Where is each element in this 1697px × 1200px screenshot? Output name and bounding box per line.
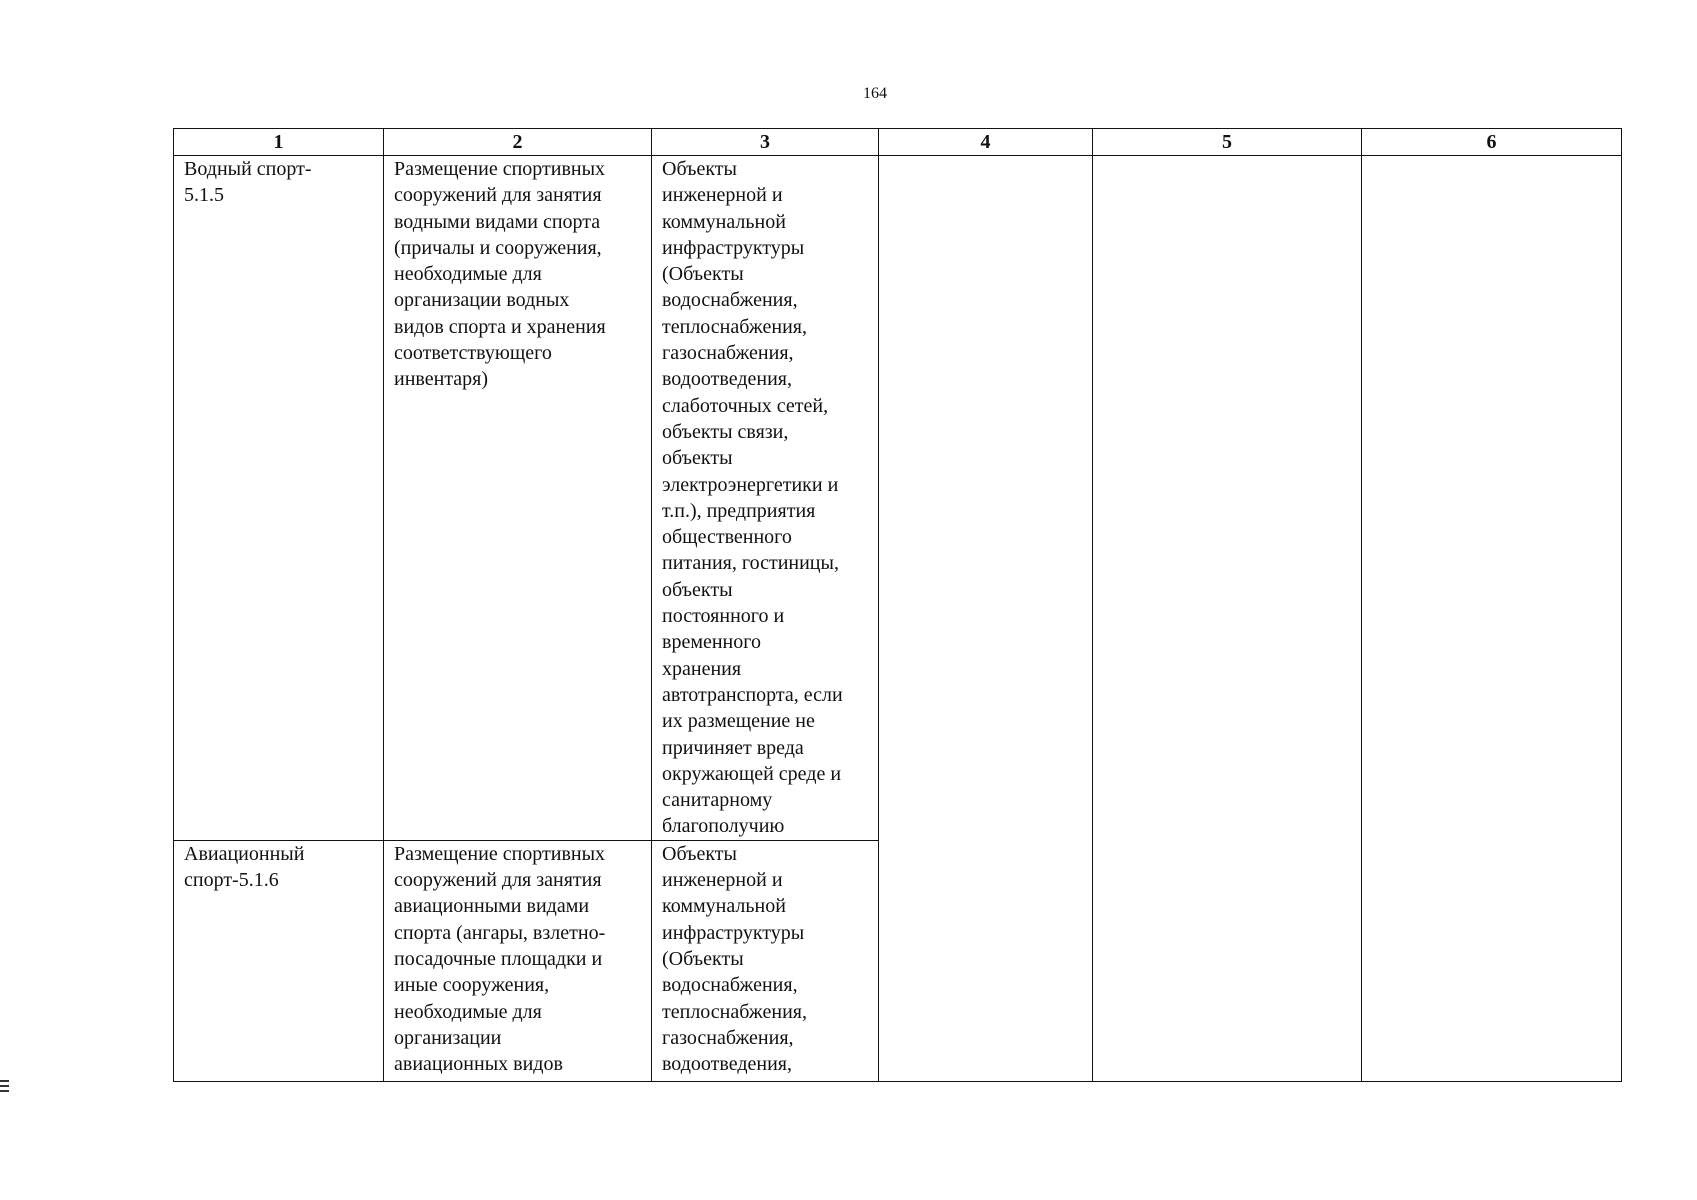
cell-text: Размещение спортивных сооружений для занятия авиационными видами спорта (ангары, взлетно- посадочные площадки и иные сооружения, необходимые для организации авиационных видов xyxy=(394,842,606,1076)
page-number: 164 xyxy=(863,85,887,102)
column-header-4: 4 xyxy=(879,129,1093,156)
column-header-2: 2 xyxy=(384,129,652,156)
cell-text: Размещение спортивных сооружений для занятия водными видами спорта (причалы и сооружения, необходимые для организации водных видов спорта и хранения соответствующего инвентаря) xyxy=(394,158,606,391)
cell-text: Объекты инженерной и коммунальной инфраструктуры (Объекты водоснабжения, теплоснабжения, газоснабжения, водоотведения, слаботочных сетей, объекты связи, объекты электроэнергетики и т.п.), предприятия общественного питания, гостиницы, объекты постоянного и временного хранения автотранспорта, если их размещение не причиняет вреда окружающей среде и санитарному благополучию xyxy=(662,158,843,838)
cell-land-use-name xyxy=(174,156,384,841)
cell-text: Объекты инженерной и коммунальной инфраструктуры (Объекты водоснабжения, теплоснабжения, газоснабжения, водоотведения, xyxy=(662,842,807,1076)
cell-auxiliary-uses xyxy=(652,840,879,1081)
column-header-1: 1 xyxy=(174,129,384,156)
column-header-6: 6 xyxy=(1362,129,1622,156)
cell-col4-empty xyxy=(879,156,1093,1082)
cell-col5-empty xyxy=(1093,156,1362,1082)
table-header-row xyxy=(174,129,1622,156)
cell-text: Авиационный спорт-5.1.6 xyxy=(184,842,305,892)
cell-description xyxy=(384,840,652,1081)
cell-auxiliary-uses xyxy=(652,156,879,841)
document-table xyxy=(173,128,1622,1082)
column-header-3: 3 xyxy=(652,129,879,156)
cell-land-use-name xyxy=(174,840,384,1081)
cell-col6-empty xyxy=(1362,156,1622,1082)
cell-text: Водный спорт- 5.1.5 xyxy=(184,158,312,207)
column-header-5: 5 xyxy=(1093,129,1362,156)
scan-margin-mark xyxy=(0,1080,10,1100)
table-row xyxy=(174,156,1622,841)
cell-description xyxy=(384,156,652,841)
